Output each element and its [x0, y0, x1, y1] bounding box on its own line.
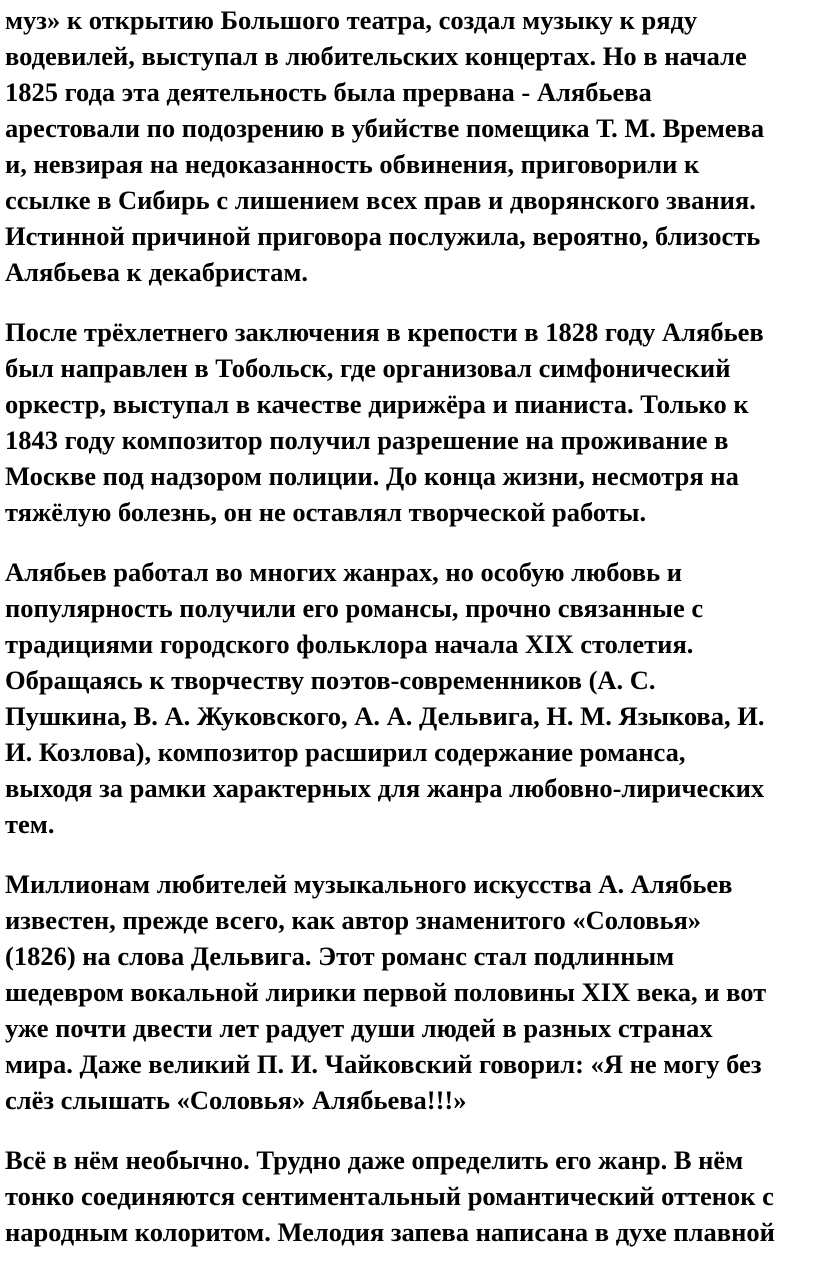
text-line: и, невзирая на недоказанность обвинения, приговорили к	[5, 149, 700, 179]
text-line: тяжёлую болезнь, он не оставлял творческой работы.	[5, 497, 647, 527]
text-line: Москве под надзором полиции. До конца жизни, несмотря на	[5, 461, 739, 491]
text-line: Истинной причиной приговора послужила, вероятно, близость	[5, 221, 761, 251]
text-line: Всё в нём необычно. Трудно даже определить его жанр. В нём	[5, 1145, 744, 1175]
text-line: тонко соединяются сентиментальный романтический оттенок с	[5, 1181, 774, 1211]
text-line: И. Козлова), композитор расширил содержание романса,	[5, 737, 686, 767]
text-line: Миллионам любителей музыкального искусства А. Алябьев	[5, 869, 733, 899]
text-line: народным колоритом. Мелодия запева написана в духе плавной	[5, 1217, 775, 1247]
text-line: Обращаясь к творчеству поэтов-современников (А. С.	[5, 665, 656, 695]
text-line: шедевром вокальной лирики первой половины XIX века, и вот	[5, 977, 767, 1007]
text-line: После трёхлетнего заключения в крепости в 1828 году Алябьев	[5, 317, 764, 347]
text-line: традициями городского фольклора начала XIX столетия.	[5, 629, 694, 659]
text-line: выходя за рамки характерных для жанра любовно-лирических	[5, 773, 765, 803]
text-line: был направлен в Тобольск, где организовал симфонический	[5, 353, 731, 383]
text-line: муз» к открытию Большого театра, создал музыку к ряду	[5, 5, 698, 35]
text-line: популярность получили его романсы, прочно связанные с	[5, 593, 704, 623]
text-line: уже почти двести лет радует души людей в разных странах	[5, 1013, 713, 1043]
text-line: 1843 году композитор получил разрешение на проживание в	[5, 425, 729, 455]
text-line: Алябьев работал во многих жанрах, но особую любовь и	[5, 557, 682, 587]
text-line: известен, прежде всего, как автор знаменитого «Соловья»	[5, 905, 702, 935]
text-line: мира. Даже великий П. И. Чайковский говорил: «Я не могу без	[5, 1049, 762, 1079]
text-line: Пушкина, В. А. Жуковского, А. А. Дельвига, Н. М. Языкова, И.	[5, 701, 765, 731]
text-line: (1826) на слова Дельвига. Этот романс стал подлинным	[5, 941, 675, 971]
text-line: оркестр, выступал в качестве дирижёра и пианиста. Только к	[5, 389, 749, 419]
text-line: слёз слышать «Соловья» Алябьева!!!»	[5, 1085, 467, 1115]
text-line: Алябьева к декабристам.	[5, 257, 309, 287]
text-line: тем.	[5, 809, 55, 839]
text-line: водевилей, выступал в любительских концертах. Но в начале	[5, 41, 747, 71]
text-line: арестовали по подозрению в убийстве помещика Т. М. Времева	[5, 113, 765, 143]
text-line: ссылке в Сибирь с лишением всех прав и дворянского звания.	[5, 185, 756, 215]
text-line: 1825 года эта деятельность была прервана - Алябьева	[5, 77, 652, 107]
